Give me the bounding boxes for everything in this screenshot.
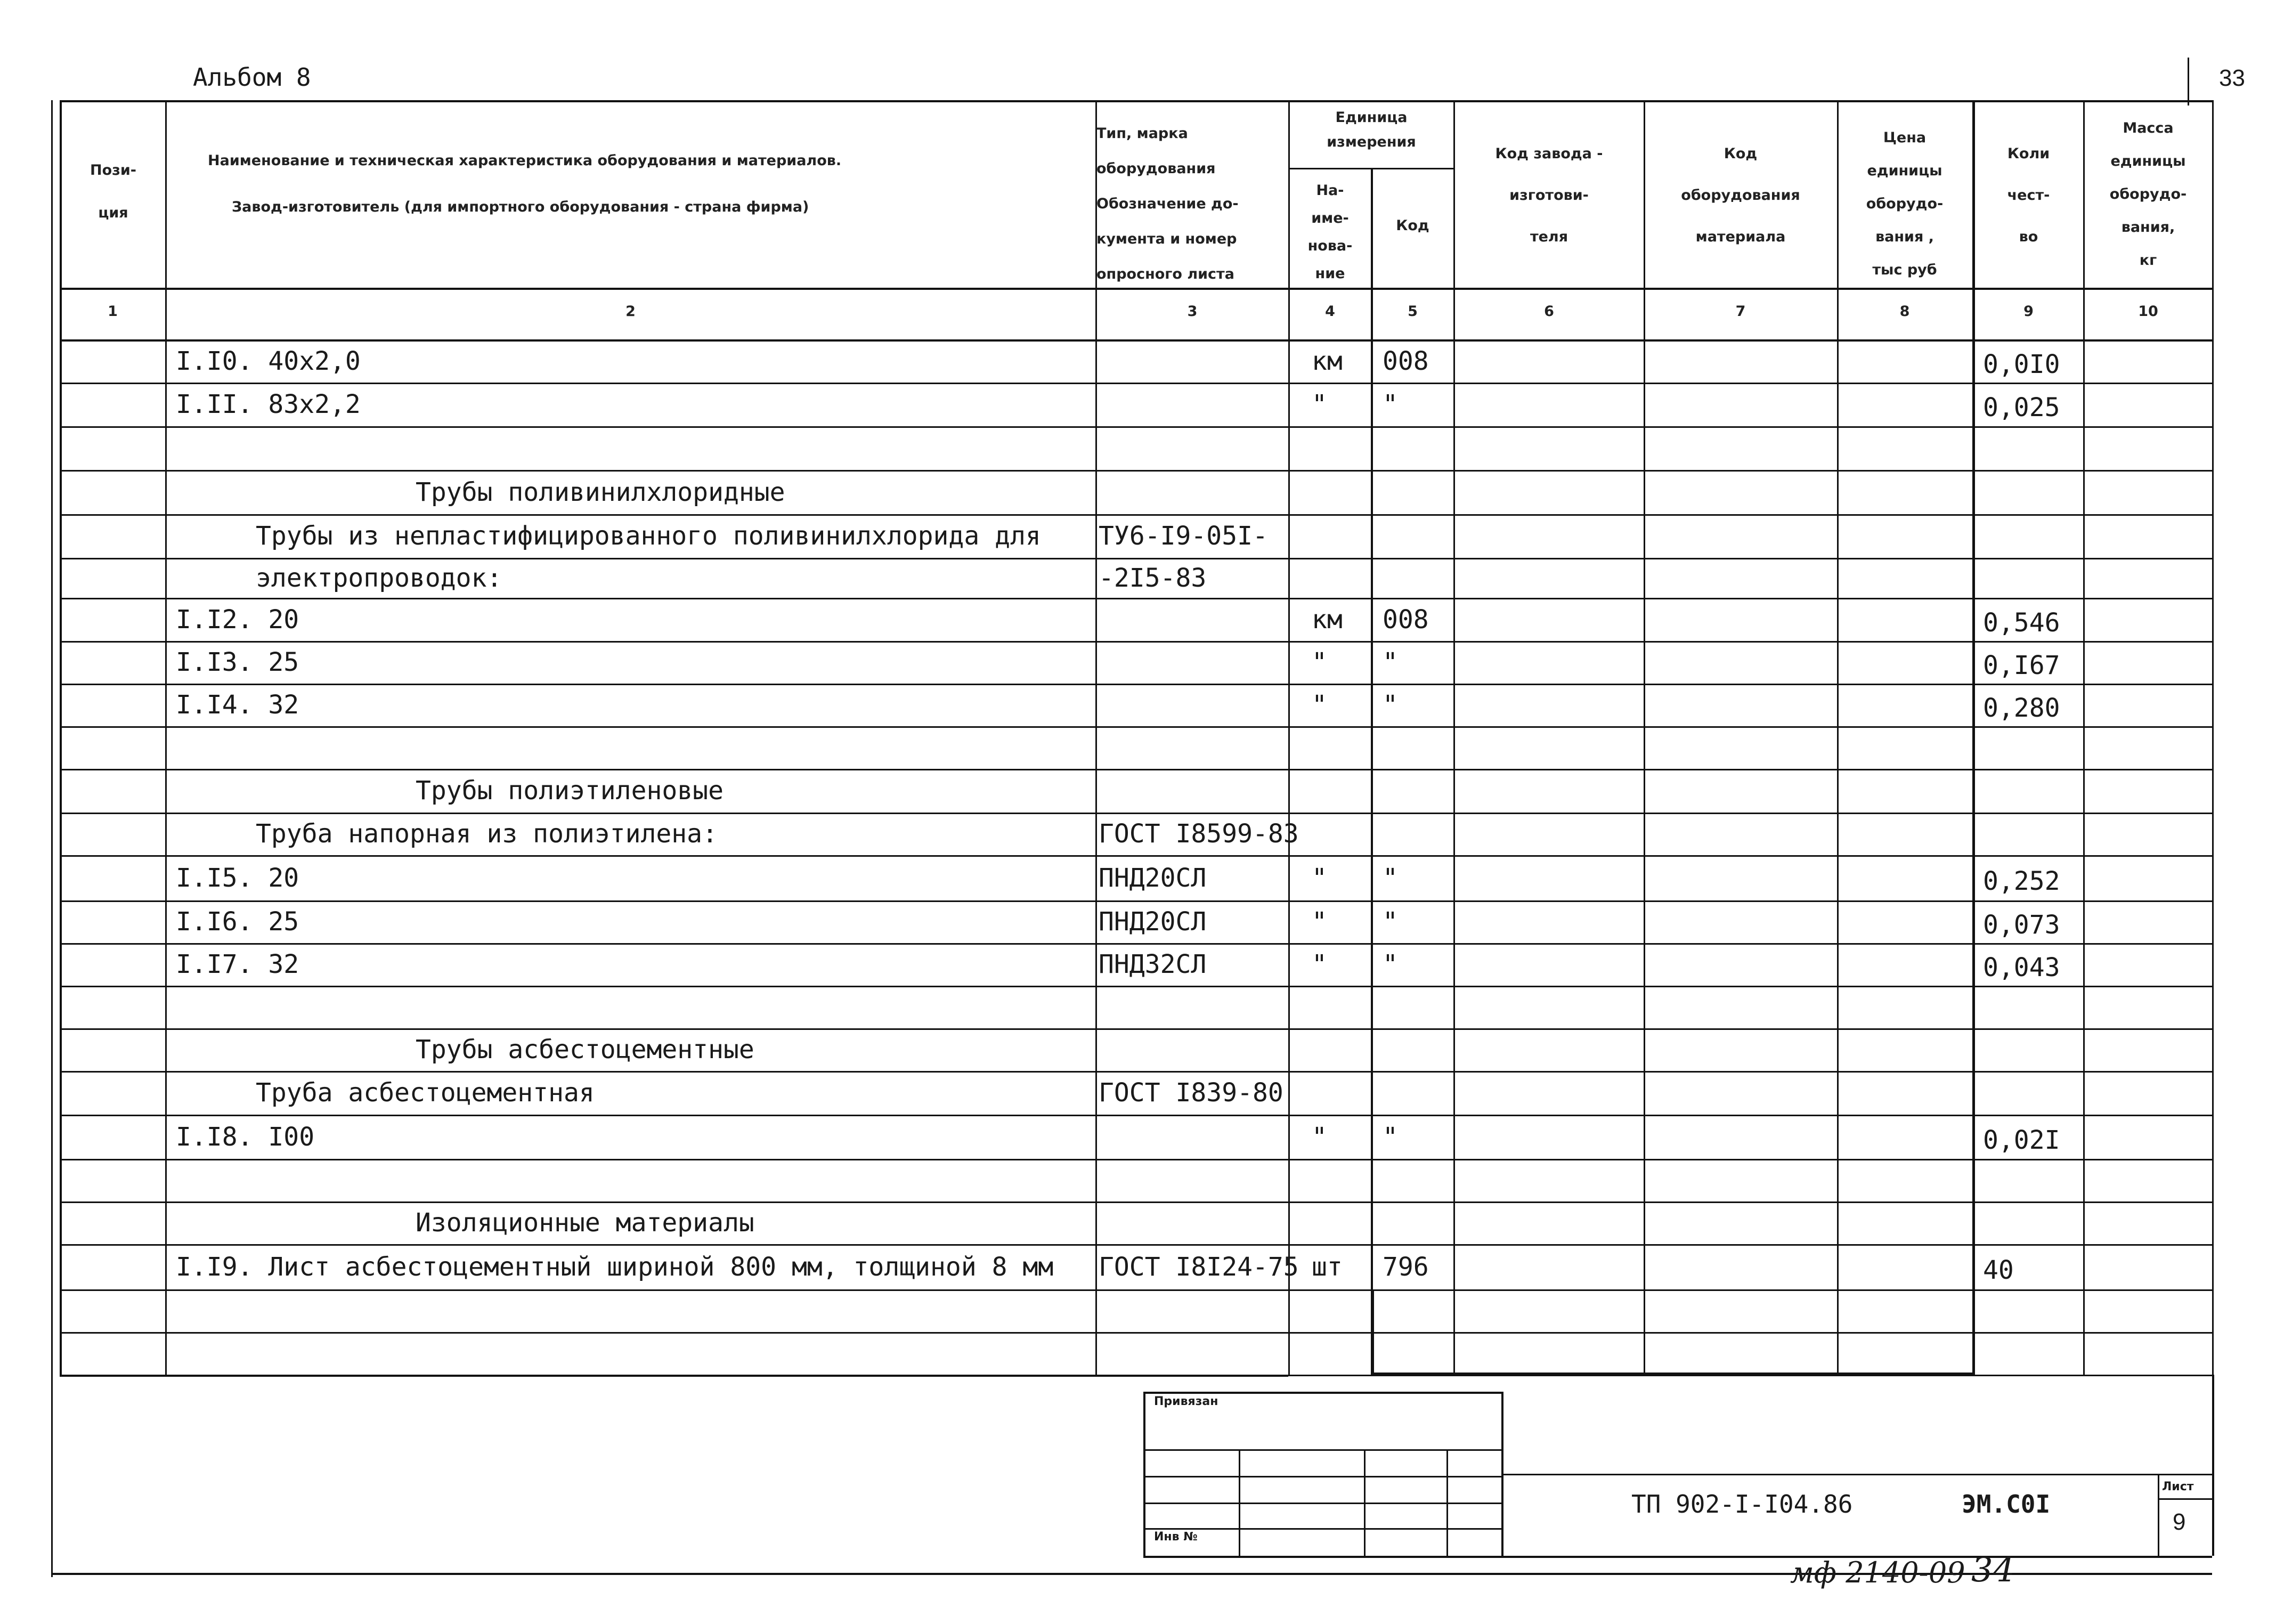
grid-line xyxy=(60,986,2212,987)
item-unit-code: " xyxy=(1383,949,1398,979)
item-unit: " xyxy=(1312,907,1327,937)
header-unit-name-line: нова- xyxy=(1307,238,1353,254)
section-heading: Изоляционные материалы xyxy=(416,1208,754,1238)
page-number: 33 xyxy=(2219,65,2245,91)
item-name: Трубы из непластифицированного поливинилхлорида для xyxy=(256,521,1041,551)
item-name: I.I5. 20 xyxy=(176,863,299,893)
column-number: 2 xyxy=(625,303,636,320)
header-name-line: Наименование и техническая характеристика оборудования и материалов. xyxy=(208,152,842,169)
header-type-line: оборудования xyxy=(1096,160,1216,177)
item-quantity: 0,02I xyxy=(1983,1125,2060,1155)
archive-note: мф 2140-09 xyxy=(1790,1556,1965,1589)
header-quantity-line: чест- xyxy=(2007,187,2050,204)
item-unit: " xyxy=(1312,389,1327,419)
header-unit-group-line: Единица xyxy=(1335,109,1408,126)
item-quantity: 40 xyxy=(1983,1255,2014,1285)
sheet-code: ЭМ.С0I xyxy=(1962,1490,2051,1519)
column-number: 8 xyxy=(1899,303,1910,320)
grid-line xyxy=(60,339,2212,342)
grid-line xyxy=(60,1028,2212,1030)
header-mass-line: Масса xyxy=(2123,120,2174,136)
header-equipment-code-line: оборудования xyxy=(1681,187,1800,204)
header-price xyxy=(1838,121,1971,287)
grid-line xyxy=(1143,1392,1145,1556)
header-name xyxy=(208,140,841,182)
grid-line xyxy=(1143,1476,1502,1477)
grid-line xyxy=(60,558,2212,559)
section-heading: Трубы асбестоцементные xyxy=(416,1035,754,1065)
column-number: 9 xyxy=(2023,303,2034,320)
header-factory-code-line: Код завода - xyxy=(1495,145,1603,162)
header-mass-line: единицы xyxy=(2110,153,2186,169)
item-type: ГОСТ I839-80 xyxy=(1099,1078,1283,1108)
grid-line xyxy=(60,383,2212,384)
item-type: ТУ6-I9-05I- xyxy=(1099,521,1268,551)
item-name: I.I6. 25 xyxy=(176,907,299,937)
header-type-line: кумента и номер xyxy=(1096,231,1237,247)
header-mass-line: оборудо- xyxy=(2109,186,2187,202)
section-heading: Трубы поливинилхлоридные xyxy=(416,477,785,507)
column-number: 4 xyxy=(1325,303,1335,320)
grid-line xyxy=(60,1159,2212,1160)
column-number: 7 xyxy=(1735,303,1746,320)
item-type: ПНД20СЛ xyxy=(1099,907,1207,937)
header-type xyxy=(1096,116,1288,292)
grid-line xyxy=(2212,1375,2214,1556)
item-type: ПНД32СЛ xyxy=(1099,949,1207,979)
header-unit-name-line: име- xyxy=(1311,210,1349,226)
archive-page: 34 xyxy=(1971,1550,2015,1590)
grid-line xyxy=(60,1375,1288,1377)
grid-line xyxy=(1502,1474,2212,1475)
item-name: I.I9. Лист асбестоцементный шириной 800 мм, толщиной 8 мм xyxy=(176,1252,1054,1282)
column-number: 6 xyxy=(1544,303,1554,320)
item-unit-code: " xyxy=(1383,647,1398,677)
item-name: электропроводок: xyxy=(256,563,502,593)
item-quantity: 0,0I0 xyxy=(1983,349,2060,379)
grid-line xyxy=(1446,1449,1448,1556)
grid-line xyxy=(1143,1503,1502,1504)
item-quantity: 0,280 xyxy=(1983,693,2060,723)
item-quantity: 0,025 xyxy=(1983,393,2060,423)
grid-line xyxy=(2158,1498,2212,1500)
album-label: Альбом 8 xyxy=(193,63,311,92)
column-number: 10 xyxy=(2138,303,2158,320)
grid-line xyxy=(2212,100,2214,1375)
grid-line xyxy=(60,769,2212,770)
grid-line xyxy=(60,470,2212,472)
item-quantity: 0,546 xyxy=(1983,607,2060,638)
header-unit-name xyxy=(1289,177,1371,288)
item-quantity: 0,I67 xyxy=(1983,651,2060,680)
header-manufacturer: Завод-изготовитель (для импортного оборудования - страна фирма) xyxy=(232,199,809,215)
grid-line xyxy=(1364,1449,1365,1556)
header-equipment-code-line: Код xyxy=(1724,145,1758,162)
item-unit: " xyxy=(1312,863,1327,893)
item-unit: " xyxy=(1312,1122,1327,1152)
header-position xyxy=(61,149,165,234)
item-quantity: 0,252 xyxy=(1983,866,2060,896)
item-unit: шт xyxy=(1312,1252,1343,1282)
header-factory-code-line: теля xyxy=(1530,229,1568,245)
grid-line xyxy=(60,1071,2212,1073)
item-name: I.I2. 20 xyxy=(176,604,299,635)
item-unit: " xyxy=(1312,690,1327,720)
grid-line xyxy=(1143,1392,1502,1394)
item-unit-code: " xyxy=(1383,907,1398,937)
grid-line xyxy=(60,641,2212,643)
header-unit-code: Код xyxy=(1396,217,1429,234)
header-mass xyxy=(2084,112,2212,277)
item-name: I.I7. 32 xyxy=(176,949,299,979)
item-unit-code: 008 xyxy=(1383,604,1429,635)
section-heading: Трубы полиэтиленовые xyxy=(416,776,724,806)
stamp-inventory-label: Инв № xyxy=(1154,1530,1198,1544)
column-number: 5 xyxy=(1408,303,1418,320)
grid-line xyxy=(1371,1289,1374,1375)
header-type-line: Обозначение до- xyxy=(1096,196,1239,212)
column-number: 1 xyxy=(108,303,118,320)
item-unit: км xyxy=(1312,604,1343,635)
item-quantity: 0,043 xyxy=(1983,953,2060,982)
header-mass-line: вания, xyxy=(2121,219,2175,236)
header-position-line: ция xyxy=(98,205,128,221)
grid-line xyxy=(60,1289,2212,1291)
item-name: I.I0. 40x2,0 xyxy=(176,346,361,376)
grid-line xyxy=(1143,1528,1502,1530)
header-equipment-code xyxy=(1645,133,1836,258)
grid-line xyxy=(60,1115,2212,1116)
grid-line xyxy=(60,514,2212,516)
grid-line xyxy=(60,426,2212,428)
page-number-divider xyxy=(2188,58,2189,105)
header-unit-name-line: На- xyxy=(1316,182,1344,199)
grid-line xyxy=(60,598,2212,599)
grid-line xyxy=(1143,1556,2212,1558)
document-code: ТП 902-I-I04.86 xyxy=(1631,1490,1853,1519)
grid-line xyxy=(1143,1449,1502,1451)
grid-line xyxy=(60,1201,2212,1203)
grid-line xyxy=(60,900,2212,902)
header-price-line: единицы xyxy=(1867,163,1942,179)
grid-line xyxy=(1371,168,1373,1375)
header-factory-code-line: изготови- xyxy=(1509,187,1589,204)
grid-line xyxy=(60,1332,2212,1334)
grid-line xyxy=(60,684,2212,685)
header-price-line: Цена xyxy=(1883,129,1927,146)
grid-line xyxy=(1371,1373,1972,1376)
grid-line xyxy=(1239,1449,1240,1556)
item-name: I.II. 83x2,2 xyxy=(176,389,361,419)
item-unit-code: " xyxy=(1383,1122,1398,1152)
item-name: I.I4. 32 xyxy=(176,690,299,720)
item-type: ГОСТ I8599-83 xyxy=(1099,819,1299,849)
header-factory-code xyxy=(1454,133,1644,258)
header-mass-line: кг xyxy=(2139,252,2157,269)
item-unit: " xyxy=(1312,949,1327,979)
item-unit: " xyxy=(1312,647,1327,677)
header-price-line: вания , xyxy=(1875,229,1934,245)
item-type: ГОСТ I8I24-75 xyxy=(1099,1252,1299,1282)
grid-line xyxy=(2158,1474,2159,1556)
header-quantity-line: во xyxy=(2019,229,2038,245)
grid-line xyxy=(60,813,2212,814)
item-unit-code: " xyxy=(1383,863,1398,893)
grid-line xyxy=(60,943,2212,945)
item-type: -2I5-83 xyxy=(1099,563,1207,593)
header-unit-name-line: ние xyxy=(1315,265,1345,282)
header-quantity xyxy=(1974,133,2083,258)
item-unit-code: 008 xyxy=(1383,346,1429,376)
item-name: I.I3. 25 xyxy=(176,647,299,677)
item-name: Труба асбестоцементная xyxy=(256,1078,595,1108)
item-quantity: 0,073 xyxy=(1983,910,2060,940)
grid-line xyxy=(60,100,2212,102)
sheet-label: Лист xyxy=(2162,1480,2194,1493)
header-unit-group xyxy=(1289,105,1453,155)
item-unit-code: " xyxy=(1383,389,1398,419)
item-type: ПНД20СЛ xyxy=(1099,863,1207,893)
grid-line xyxy=(60,855,2212,857)
stamp-tied-label: Привязан xyxy=(1154,1395,1218,1408)
grid-line xyxy=(60,726,2212,728)
grid-line xyxy=(51,100,53,1577)
header-price-line: тыс руб xyxy=(1872,262,1937,278)
header-unit-group-line: измерения xyxy=(1327,134,1416,150)
sheet-number: 9 xyxy=(2173,1509,2186,1535)
header-type-line: опросного листа xyxy=(1096,266,1234,282)
grid-line xyxy=(60,1244,2212,1246)
header-price-line: оборудо- xyxy=(1866,196,1944,212)
header-quantity-line: Коли xyxy=(2007,145,2050,162)
item-unit-code: 796 xyxy=(1383,1252,1429,1282)
column-number: 3 xyxy=(1187,303,1198,320)
item-name: Труба напорная из полиэтилена: xyxy=(256,819,718,849)
header-equipment-code-line: материала xyxy=(1695,229,1786,245)
header-type-line: Тип, марка xyxy=(1096,125,1188,142)
header-position-line: Пози- xyxy=(90,162,136,178)
item-unit-code: " xyxy=(1383,690,1398,720)
item-unit: км xyxy=(1312,346,1343,376)
item-name: I.I8. I00 xyxy=(176,1122,315,1152)
